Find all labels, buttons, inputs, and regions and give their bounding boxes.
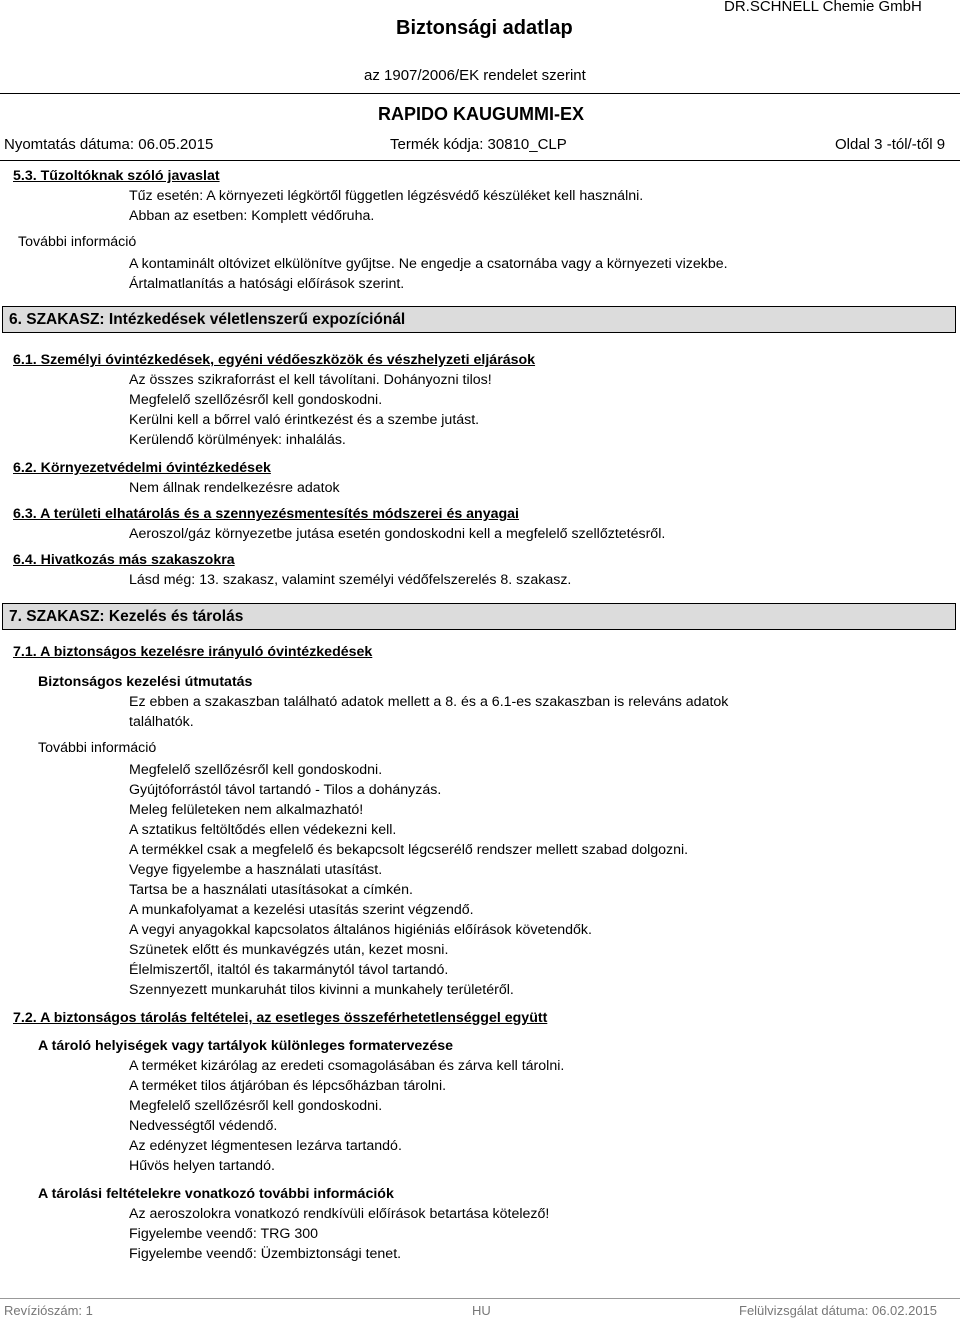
s6-4-line: Lásd még: 13. szakasz, valamint személyi védőfelszerelés 8. szakasz. xyxy=(129,572,572,588)
s6-2-heading: 6.2. Környezetvédelmi óvintézkedések xyxy=(13,460,271,476)
s7-1-guide-line: találhatók. xyxy=(129,714,194,730)
s7-1-further-line: Megfelelő szellőzésről kell gondoskodni. xyxy=(129,762,383,778)
s7-1-further-line: Szennyezett munkaruhát tilos kivinni a munkahely területéről. xyxy=(129,982,514,998)
regulation: az 1907/2006/EK rendelet szerint xyxy=(364,67,586,84)
s5-3-line: Tűz esetén: A környezeti légkörtől független légzésvédő készüléket kell használni. xyxy=(129,188,644,204)
s7-2-rooms-line: Nedvességtől védendő. xyxy=(129,1118,278,1134)
s6-3-heading: 6.3. A területi elhatárolás és a szennyezésmentesítés módszerei és anyagai xyxy=(13,506,519,522)
header-rule-top xyxy=(0,93,960,94)
s7-2-rooms-line: A terméket tilos átjáróban és lépcsőházban tárolni. xyxy=(129,1078,447,1094)
s6-1-line: Megfelelő szellőzésről kell gondoskodni. xyxy=(129,392,383,408)
product-name: RAPIDO KAUGUMMI-EX xyxy=(378,104,584,124)
section-6-header xyxy=(2,306,956,333)
s6-1-line: Kerülni kell a bőrrel való érintkezést és a szembe jutást. xyxy=(129,412,480,428)
s7-1-further-line: A munkafolyamat a kezelési utasítás szerint végzendő. xyxy=(129,902,474,918)
s7-2-rooms-line: Megfelelő szellőzésről kell gondoskodni. xyxy=(129,1098,383,1114)
language-code: HU xyxy=(472,1303,491,1318)
s7-2-heading: 7.2. A biztonságos tárolás feltételei, az esetleges összeférhetetlenséggel együtt xyxy=(13,1010,548,1026)
page-number: Oldal 3 -tól/-től 9 xyxy=(835,136,946,153)
s7-2-storage-line: Figyelembe veendő: Üzembiztonsági tenet. xyxy=(129,1246,402,1262)
s7-2-storage-line: Az aeroszolokra vonatkozó rendkívüli előírások betartása kötelező! xyxy=(129,1206,550,1222)
s7-2-rooms-label: A tároló helyiségek vagy tartályok különleges formatervezése xyxy=(38,1038,454,1054)
s5-3-further-label: További információ xyxy=(18,234,137,250)
section-6-title: 6. SZAKASZ: Intézkedések véletlenszerű expozíciónál xyxy=(9,311,406,328)
s7-1-further-line: Tartsa be a használati utasításokat a címkén. xyxy=(129,882,413,898)
s7-1-further-line: Szünetek előtt és munkavégzés után, kezet mosni. xyxy=(129,942,449,958)
section-7-title: 7. SZAKASZ: Kezelés és tárolás xyxy=(9,608,244,625)
s5-3-further-line: Ártalmatlanítás a hatósági előírások szerint. xyxy=(129,276,405,292)
s5-3-line: Abban az esetben: Komplett védőruha. xyxy=(129,208,375,224)
s7-1-further-line: A vegyi anyagokkal kapcsolatos általános higiéniás előírások követendők. xyxy=(129,922,592,938)
company-name: DR.SCHNELL Chemie GmbH xyxy=(724,0,922,15)
s7-2-storage-label: A tárolási feltételekre vonatkozó további információk xyxy=(38,1186,394,1202)
s5-3-heading: 5.3. Tűzoltóknak szóló javaslat xyxy=(13,168,220,184)
s7-1-further-label: További információ xyxy=(38,740,157,756)
s7-1-heading: 7.1. A biztonságos kezelésre irányuló óvintézkedések xyxy=(13,644,373,660)
s6-1-line: Kerülendő körülmények: inhalálás. xyxy=(129,432,346,448)
product-code: Termék kódja: 30810_CLP xyxy=(390,136,567,153)
review-date: Felülvizsgálat dátuma: 06.02.2015 xyxy=(739,1303,938,1318)
print-date: Nyomtatás dátuma: 06.05.2015 xyxy=(4,136,214,153)
s7-2-storage-line: Figyelembe veendő: TRG 300 xyxy=(129,1226,319,1242)
s7-1-guide-label: Biztonságos kezelési útmutatás xyxy=(38,674,253,690)
revision-number: Revíziószám: 1 xyxy=(4,1303,93,1318)
s7-1-further-line: Gyújtóforrástól távol tartandó - Tilos a dohányzás. xyxy=(129,782,442,798)
s7-2-rooms-line: A terméket kizárólag az eredeti csomagolásában és zárva kell tárolni. xyxy=(129,1058,565,1074)
s7-1-further-line: A sztatikus feltöltődés ellen védekezni kell. xyxy=(129,822,397,838)
s7-1-further-line: Élelmiszertől, italtól és takarmánytól távol tartandó. xyxy=(129,962,449,978)
s7-1-further-line: A termékkel csak a megfelelő és bekapcsolt légcserélő rendszer mellett szabad dolgozni. xyxy=(129,842,689,858)
s7-1-further-line: Meleg felületeken nem alkalmazható! xyxy=(129,802,364,818)
s7-2-rooms-line: Az edényzet légmentesen lezárva tartandó. xyxy=(129,1138,402,1154)
document-title: Biztonsági adatlap xyxy=(396,17,573,39)
s7-1-further-line: Vegye figyelembe a használati utasítást. xyxy=(129,862,383,878)
s6-1-line: Az összes szikraforrást el kell távolítani. Dohányozni tilos! xyxy=(129,372,492,388)
section-7-header xyxy=(2,603,956,630)
header-rule-bottom xyxy=(0,160,960,161)
footer-rule xyxy=(0,1298,960,1299)
s6-4-heading: 6.4. Hivatkozás más szakaszokra xyxy=(13,552,235,568)
s5-3-further-line: A kontaminált oltóvizet elkülönítve gyűjtse. Ne engedje a csatornába vagy a környezeti vizekbe. xyxy=(129,256,728,272)
s7-2-rooms-line: Hűvös helyen tartandó. xyxy=(129,1158,275,1174)
s6-2-line: Nem állnak rendelkezésre adatok xyxy=(129,480,340,496)
s6-1-heading: 6.1. Személyi óvintézkedések, egyéni védőeszközök és vészhelyzeti eljárások xyxy=(13,352,536,368)
s7-1-guide-line: Ez ebben a szakaszban található adatok mellett a 8. és a 6.1-es szakaszban is releváns adatok xyxy=(129,694,729,710)
s6-3-line: Aeroszol/gáz környezetbe jutása esetén gondoskodni kell a megfelelő szellőztetésről. xyxy=(129,526,666,542)
